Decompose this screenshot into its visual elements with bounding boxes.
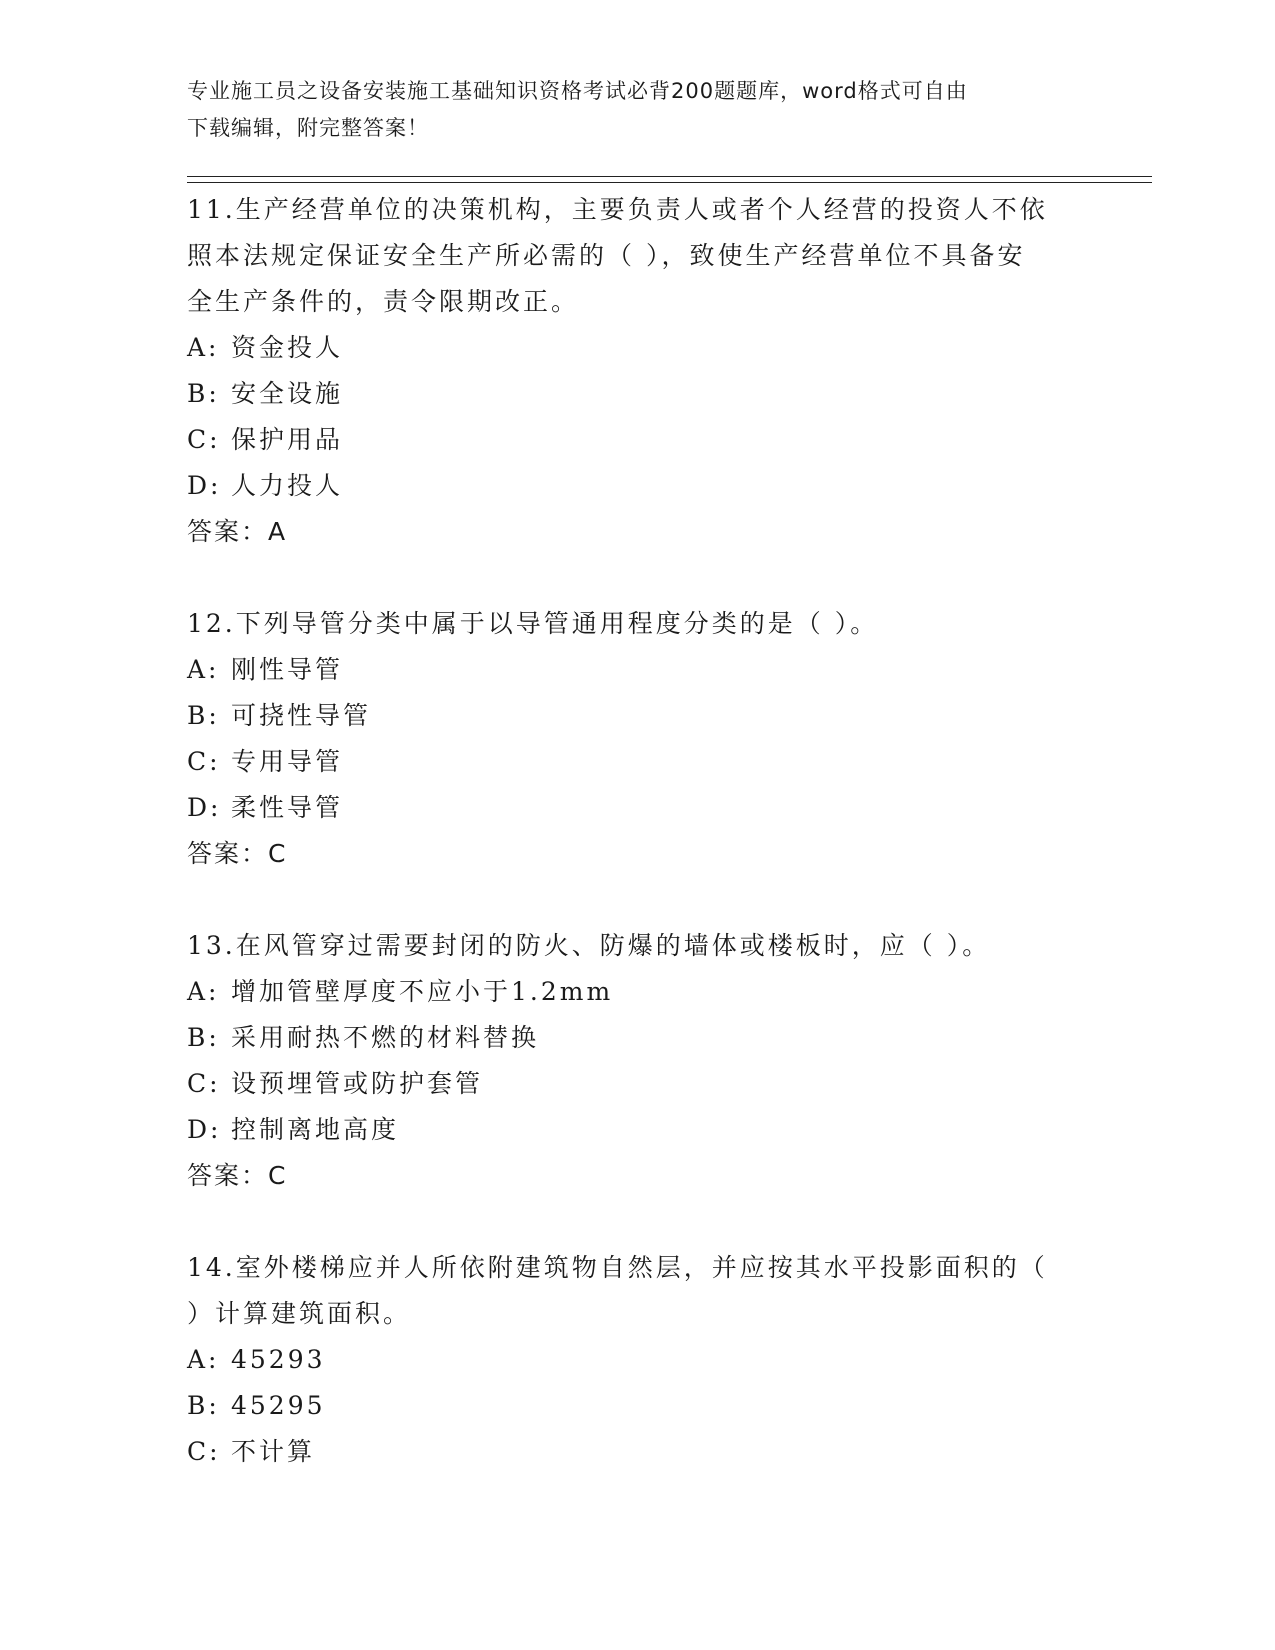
option-b [187, 1383, 1087, 1429]
question-stem-line: 14.室外楼梯应并人所依附建筑物自然层，并应按其水平投影面积的（ [187, 1253, 1048, 1282]
option-c [187, 417, 1087, 463]
option-key: B: [187, 1391, 220, 1420]
option-text: 不计算 [231, 1437, 316, 1466]
question-14 [187, 1245, 1087, 1475]
option-text: 45293 [231, 1345, 326, 1374]
option-d [187, 785, 1087, 831]
option-key: D: [187, 471, 222, 500]
option-key: A: [187, 977, 220, 1006]
header-divider-top [187, 176, 1152, 177]
option-key: B: [187, 379, 220, 408]
option-key: C: [187, 1069, 221, 1098]
option-b [187, 1015, 1087, 1061]
answer-line: 答案：C [187, 1161, 288, 1190]
question-13 [187, 923, 1087, 1199]
option-c [187, 739, 1087, 785]
option-text: 刚性导管 [231, 655, 344, 684]
option-a [187, 647, 1087, 693]
option-d [187, 1107, 1087, 1153]
option-text: 资金投人 [231, 333, 344, 362]
option-b [187, 693, 1087, 739]
option-key: D: [187, 1115, 222, 1144]
question-stem-line: 13.在风管穿过需要封闭的防火、防爆的墙体或楼板时，应（ ）。 [187, 931, 991, 960]
option-key: C: [187, 1437, 221, 1466]
option-a [187, 325, 1087, 371]
question-list [187, 187, 1087, 1475]
option-text: 增加管壁厚度不应小于1.2mm [231, 977, 614, 1006]
option-text: 45295 [231, 1391, 326, 1420]
question-stem-line: 全生产条件的，责令限期改正。 [187, 287, 580, 316]
question-11 [187, 187, 1087, 555]
option-text: 可挠性导管 [231, 701, 372, 730]
question-spacer [187, 555, 1087, 601]
header-title-line-2: 下载编辑，附完整答案！ [187, 116, 429, 140]
question-stem-line: 照本法规定保证安全生产所必需的（ ），致使生产经营单位不具备安 [187, 241, 1026, 270]
question-spacer [187, 1199, 1087, 1245]
option-key: C: [187, 747, 221, 776]
option-text: 安全设施 [231, 379, 344, 408]
question-stem-line: 11.生产经营单位的决策机构，主要负责人或者个人经营的投资人不依 [187, 195, 1048, 224]
option-text: 柔性导管 [231, 793, 344, 822]
option-c [187, 1429, 1087, 1475]
document-header [187, 73, 1067, 147]
option-key: B: [187, 701, 220, 730]
answer-line: 答案：A [187, 517, 288, 546]
option-text: 人力投人 [231, 471, 344, 500]
option-text: 设预埋管或防护套管 [231, 1069, 484, 1098]
header-title-line-1: 专业施工员之设备安装施工基础知识资格考试必背200题题库，word格式可自由 [187, 79, 968, 103]
header-divider-bottom [187, 182, 1152, 183]
option-a [187, 969, 1087, 1015]
option-text: 控制离地高度 [231, 1115, 400, 1144]
option-text: 专用导管 [231, 747, 344, 776]
option-key: C: [187, 425, 221, 454]
option-key: B: [187, 1023, 220, 1052]
option-d [187, 463, 1087, 509]
option-key: D: [187, 793, 222, 822]
option-a [187, 1337, 1087, 1383]
option-text: 保护用品 [231, 425, 344, 454]
question-stem-line: ）计算建筑面积。 [187, 1299, 412, 1328]
option-b [187, 371, 1087, 417]
answer-line: 答案：C [187, 839, 288, 868]
option-key: A: [187, 333, 220, 362]
option-text: 采用耐热不燃的材料替换 [231, 1023, 540, 1052]
option-c [187, 1061, 1087, 1107]
question-stem-line: 12.下列导管分类中属于以导管通用程度分类的是（ ）。 [187, 609, 879, 638]
question-12 [187, 601, 1087, 877]
question-spacer [187, 877, 1087, 923]
option-key: A: [187, 1345, 220, 1374]
option-key: A: [187, 655, 220, 684]
